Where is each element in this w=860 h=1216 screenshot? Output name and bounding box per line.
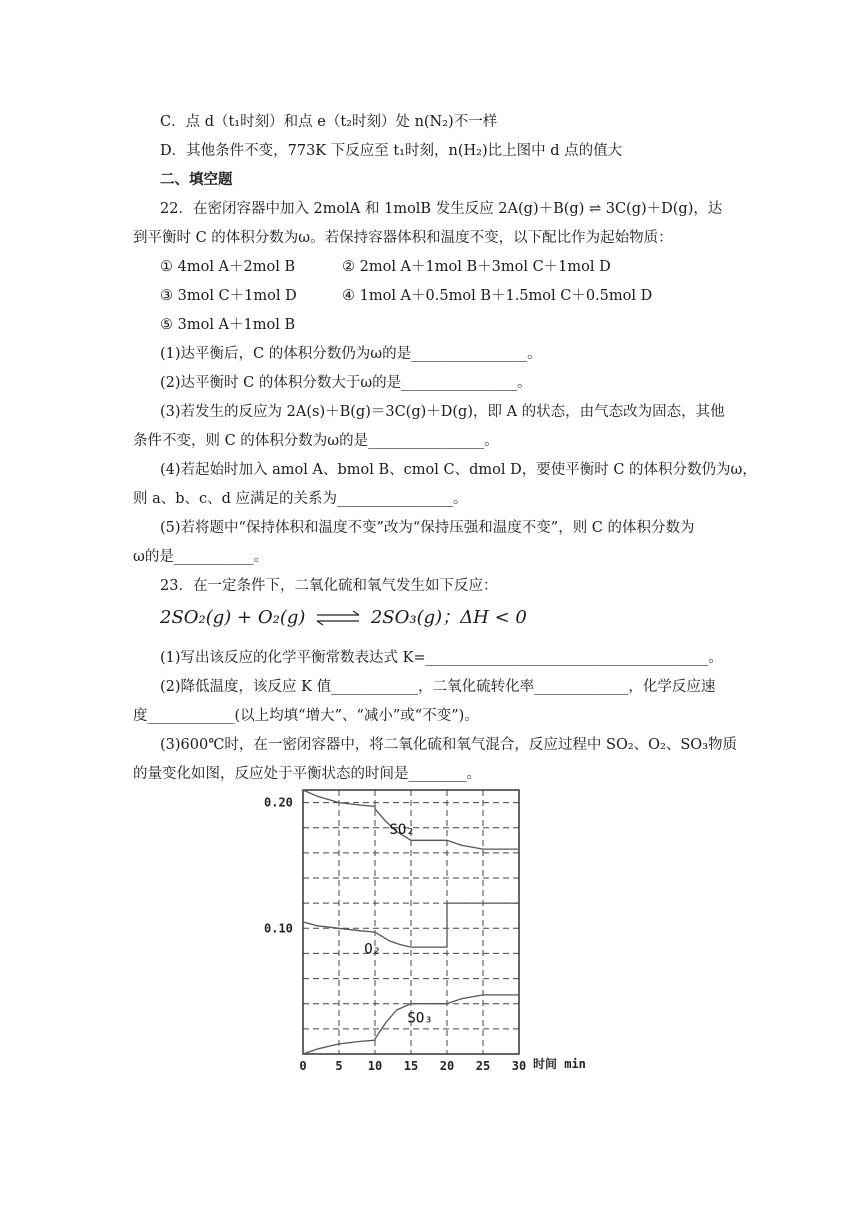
y-tick-label: 0.10: [264, 921, 293, 936]
equation-left: 2SO₂(g) + O₂(g): [160, 607, 306, 628]
equation-right: 2SO₃(g)；ΔH < 0: [370, 607, 527, 628]
q23-intro: 23．在一定条件下，二氧化硫和氧气发生如下反应：: [160, 578, 498, 594]
q22-option-5: ⑤ 3mol A＋1mol B: [160, 317, 296, 333]
q23-part-3-line2: 的量变化如图，反应处于平衡状态的时间是________。: [133, 766, 481, 782]
y-tick-label: 0.20: [264, 795, 293, 810]
q23-part-2-line1: (2)降低温度，该反应 K 值____________，二氧化硫转化率_____________，化学反应速: [160, 679, 716, 695]
q22-line1: 22．在密闭容器中加入 2molA 和 1molB 发生反应 2A(g)＋B(g) ⇌ 3C(g)＋D(g)，达: [160, 201, 723, 217]
equilibrium-arrow-icon: [315, 610, 361, 626]
q23-part-2-line2: 度____________(以上均填“增大”、“减小”或“不变”)。: [133, 708, 479, 724]
q22-part-3-line2: 条件不变，则 C 的体积分数为ω的是________________。: [133, 433, 499, 449]
x-axis-label: 时间 min: [533, 1057, 586, 1071]
series-label-so3: SO₃: [407, 1010, 433, 1027]
q22-option-2: ② 2mol A＋1mol B＋3mol C＋1mol D: [342, 259, 611, 275]
option-d-text: D．其他条件不变，773K 下反应至 t₁时刻，n(H₂)比上图中 d 点的值大: [160, 143, 623, 159]
series-label-so2: SO₂: [389, 822, 415, 838]
q22-line2: 到平衡时 C 的体积分数为ω。若保持容器体积和温度不变，以下配比作为起始物质：: [133, 230, 673, 246]
line-chart: [258, 782, 608, 1082]
q22-option-4: ④ 1mol A＋0.5mol B＋1.5mol C＋0.5mol D: [342, 288, 653, 304]
x-tick-label: 30: [511, 1059, 527, 1073]
q22-option-1: ① 4mol A＋2mol B: [160, 259, 296, 275]
q22-part-2: (2)达平衡时 C 的体积分数大于ω的是________________。: [160, 375, 532, 391]
option-c-text: C．点 d（t₁时刻）和点 e（t₂时刻）处 n(N₂)不一样: [160, 114, 498, 130]
q22-part-5-line1: (5)若将题中“保持体积和温度不变”改为“保持压强和温度不变”，则 C 的体积分数为: [160, 520, 695, 536]
series-label-o2: O₂: [364, 941, 382, 958]
q22-option-3: ③ 3mol C＋1mol D: [160, 288, 297, 304]
q22-part-1: (1)达平衡后，C 的体积分数仍为ω的是________________。: [160, 346, 542, 362]
q23-part-1: (1)写出该反应的化学平衡常数表达式 K=_______________________________________。: [160, 650, 723, 666]
series-line-so2: [303, 790, 519, 849]
q22-part-4-line2: 则 a、b、c、d 应满足的关系为________________。: [133, 491, 468, 507]
x-tick-label: 0: [299, 1059, 307, 1073]
x-tick-label: 10: [367, 1059, 383, 1073]
q22-part-5-line2: ω的是___________。: [133, 549, 269, 565]
section-heading: 二、填空题: [160, 172, 233, 188]
chart-labels: [264, 796, 586, 1073]
reaction-equation: [160, 603, 527, 629]
x-tick-label: 20: [439, 1059, 455, 1073]
q23-part-3-line1: (3)600℃时，在一密闭容器中，将二氧化硫和氧气混合，反应过程中 SO₂、O₂、SO₃物质: [160, 737, 738, 753]
x-tick-label: 15: [403, 1059, 419, 1073]
q22-part-3-line1: (3)若发生的反应为 2A(s)＋B(g)＝3C(g)＋D(g)，即 A 的状态，由气态改为固态，其他: [160, 404, 725, 420]
q22-part-4-line1: (4)若起始时加入 amol A、bmol B、cmol C、dmol D，要使平衡时 C 的体积分数仍为ω，: [160, 462, 757, 478]
x-tick-label: 5: [335, 1059, 343, 1073]
x-tick-label: 25: [475, 1059, 491, 1073]
